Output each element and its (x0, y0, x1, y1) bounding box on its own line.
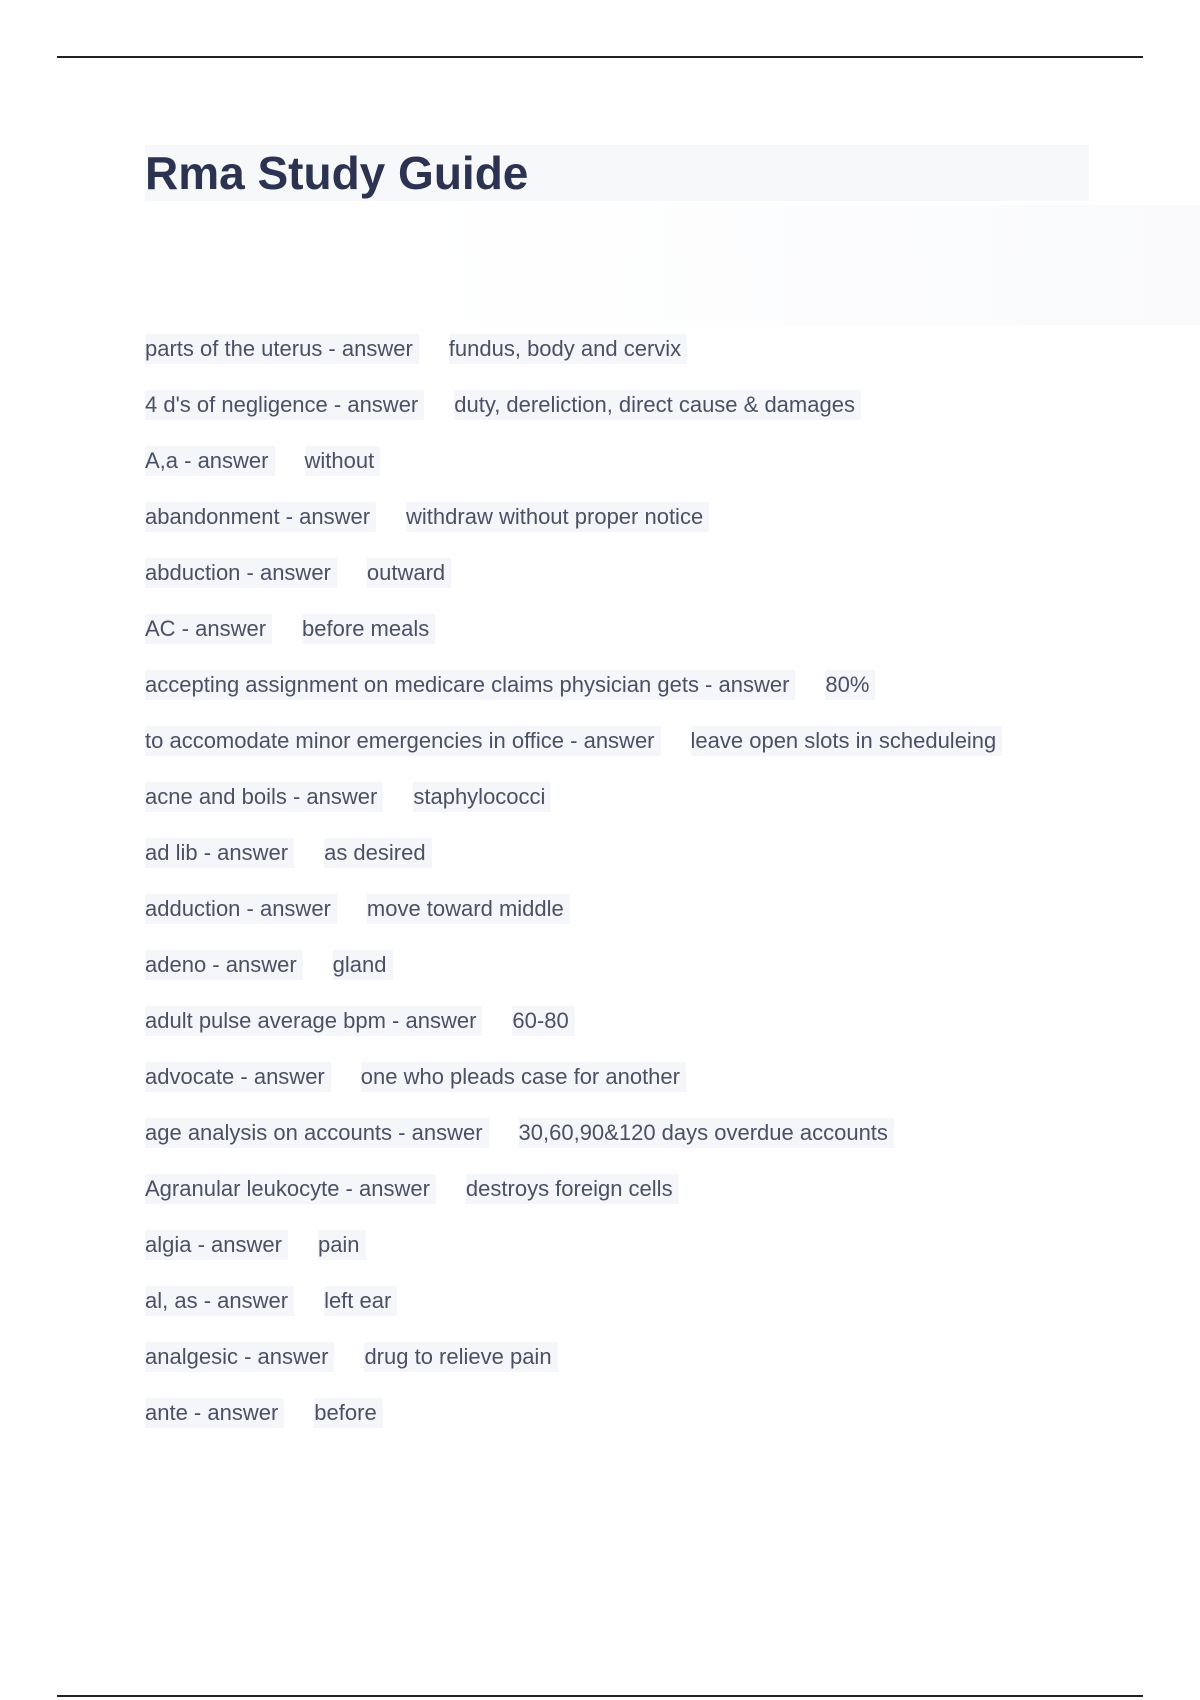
qa-term: adult pulse average bpm - answer (145, 1006, 482, 1036)
qa-term: acne and boils - answer (145, 782, 383, 812)
qa-entry (145, 1230, 1002, 1286)
qa-entry (145, 894, 1002, 950)
bottom-rule (57, 1695, 1143, 1697)
qa-entry (145, 614, 1002, 670)
qa-term: Agranular leukocyte - answer (145, 1174, 436, 1204)
qa-term: algia - answer (145, 1230, 288, 1260)
qa-term: abandonment - answer (145, 502, 376, 532)
qa-answer: 30,60,90&120 days overdue accounts (519, 1118, 894, 1148)
qa-answer: one who pleads case for another (361, 1062, 686, 1092)
qa-entry (145, 1286, 1002, 1342)
qa-answer: leave open slots in scheduleing (691, 726, 1003, 756)
qa-term: abduction - answer (145, 558, 337, 588)
qa-entry (145, 502, 1002, 558)
qa-term: advocate - answer (145, 1062, 331, 1092)
qa-term: adduction - answer (145, 894, 337, 924)
qa-answer: move toward middle (367, 894, 570, 924)
qa-term: parts of the uterus - answer (145, 334, 419, 364)
qa-answer: duty, dereliction, direct cause & damages (454, 390, 861, 420)
qa-entry (145, 1006, 1002, 1062)
page-title: Rma Study Guide (145, 147, 529, 199)
qa-entry (145, 558, 1002, 614)
qa-term: adeno - answer (145, 950, 303, 980)
qa-term: to accomodate minor emergencies in office - answer (145, 726, 661, 756)
qa-term: accepting assignment on medicare claims physician gets - answer (145, 670, 795, 700)
qa-entry (145, 334, 1002, 390)
qa-answer: before meals (302, 614, 435, 644)
qa-entry (145, 838, 1002, 894)
qa-term: AC - answer (145, 614, 272, 644)
qa-answer: gland (333, 950, 393, 980)
qa-answer: before (314, 1398, 382, 1428)
qa-answer: as desired (324, 838, 432, 868)
qa-entry (145, 1118, 1002, 1174)
qa-term: ante - answer (145, 1398, 284, 1428)
qa-answer: without (305, 446, 381, 476)
qa-answer: drug to relieve pain (364, 1342, 557, 1372)
qa-entry (145, 1174, 1002, 1230)
qa-answer: outward (367, 558, 451, 588)
qa-term: age analysis on accounts - answer (145, 1118, 489, 1148)
qa-list (145, 334, 1002, 1454)
qa-answer: left ear (324, 1286, 397, 1316)
qa-answer: staphylococci (413, 782, 551, 812)
qa-answer: 60-80 (512, 1006, 574, 1036)
qa-answer: 80% (825, 670, 875, 700)
qa-term: A,a - answer (145, 446, 275, 476)
qa-entry (145, 1342, 1002, 1398)
top-rule (57, 56, 1143, 58)
qa-entry (145, 670, 1002, 726)
qa-term: 4 d's of negligence - answer (145, 390, 424, 420)
qa-entry (145, 1062, 1002, 1118)
qa-answer: destroys foreign cells (466, 1174, 679, 1204)
qa-entry (145, 726, 1002, 782)
faded-panel (400, 205, 1200, 325)
qa-term: al, as - answer (145, 1286, 294, 1316)
qa-entry (145, 446, 1002, 502)
qa-entry (145, 390, 1002, 446)
qa-answer: withdraw without proper notice (406, 502, 709, 532)
qa-answer: pain (318, 1230, 366, 1260)
qa-term: analgesic - answer (145, 1342, 334, 1372)
qa-entry (145, 782, 1002, 838)
qa-entry (145, 950, 1002, 1006)
qa-answer: fundus, body and cervix (449, 334, 687, 364)
qa-entry (145, 1398, 1002, 1454)
qa-term: ad lib - answer (145, 838, 294, 868)
